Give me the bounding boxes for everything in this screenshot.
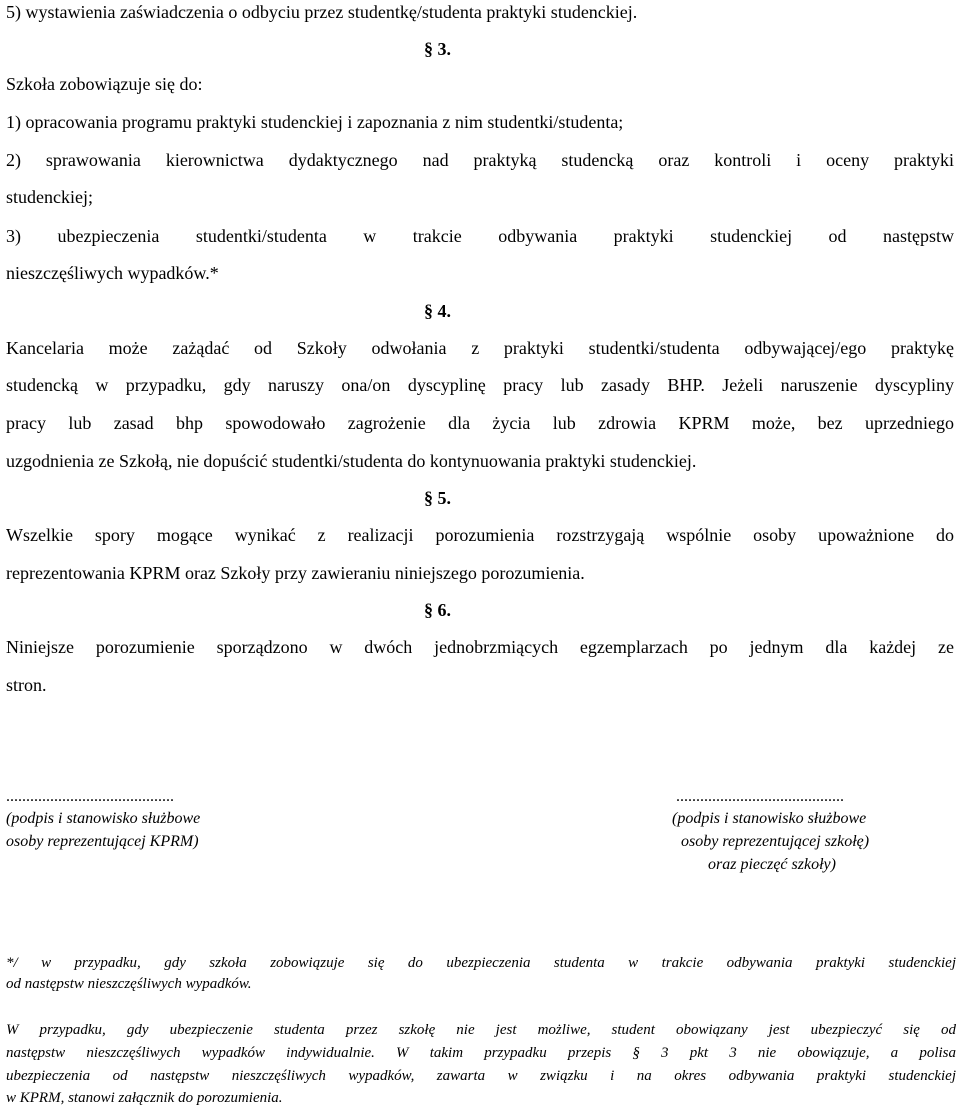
signature-line: .......................................... bbox=[676, 788, 844, 805]
section-3-item-3-line-1: 3) ubezpieczenia studentki/studenta w trakcie odbywania praktyki studenckiej od następstw bbox=[6, 226, 954, 246]
signature-caption-line-1: (podpis i stanowisko służbowe bbox=[672, 810, 867, 827]
footnote-p2-line-2: następstw nieszczęśliwych wypadków indywidualnie. W takim przypadku przepis § 3 pkt 3 nie obowiązuje, a polisa bbox=[6, 1045, 956, 1061]
footnote-p2-line-1: W przypadku, gdy ubezpieczenie studenta przez szkołę nie jest możliwe, student obowiązany jest ubezpieczyć się od bbox=[6, 1022, 956, 1038]
signature-line: .......................................... bbox=[6, 788, 174, 805]
footnote-line-1: */ w przypadku, gdy szkoła zobowiązuje się do ubezpieczenia studenta w trakcie odbywania praktyki studenckiej bbox=[6, 955, 956, 971]
section-3-item-1: 1) opracowania programu praktyki studenckiej i zapoznania z nim studentki/studenta; bbox=[6, 112, 624, 132]
section-4-line-3: pracy lub zasad bhp spowodowało zagrożenie dla życia lub zdrowia KPRM może, bez uprzedniego bbox=[6, 413, 954, 433]
section-6-line-1: Niniejsze porozumienie sporządzono w dwóch jednobrzmiących egzemplarzach po jednym dla każdej ze bbox=[6, 637, 954, 657]
signature-caption-line-1: (podpis i stanowisko służbowe bbox=[6, 810, 201, 827]
signature-caption-line-2: osoby reprezentującej szkołę) bbox=[681, 833, 870, 850]
section-3-item-2-line-2: studenckiej; bbox=[6, 187, 93, 207]
section-5-heading: § 5. bbox=[424, 488, 451, 508]
section-3-heading: § 3. bbox=[424, 39, 451, 59]
section-4-line-4: uzgodnienia ze Szkołą, nie dopuścić studentki/studenta do kontynuowania praktyki studenckiej. bbox=[6, 451, 697, 471]
section-6-heading: § 6. bbox=[424, 600, 451, 620]
section-5-line-1: Wszelkie spory mogące wynikać z realizacji porozumienia rozstrzygają wspólnie osoby upoważnione do bbox=[6, 525, 954, 545]
footnote-line-2: od następstw nieszczęśliwych wypadków. bbox=[6, 976, 252, 992]
section-3-intro: Szkoła zobowiązuje się do: bbox=[6, 74, 203, 94]
item-5-text: 5) wystawienia zaświadczenia o odbyciu przez studentkę/studenta praktyki studenckiej. bbox=[6, 2, 638, 22]
footnote-p2-line-3: ubezpieczenia od następstw nieszczęśliwych wypadków, zawarta w związku i na okres odbywania praktyki studenckiej bbox=[6, 1068, 956, 1084]
signature-caption-line-3: oraz pieczęć szkoły) bbox=[708, 856, 836, 873]
section-3-item-2-line-1: 2) sprawowania kierownictwa dydaktycznego nad praktyką studencką oraz kontroli i oceny praktyki bbox=[6, 150, 954, 170]
section-4-line-1: Kancelaria może zażądać od Szkoły odwołania z praktyki studentki/studenta odbywającej/ego praktykę bbox=[6, 338, 954, 358]
section-4-heading: § 4. bbox=[424, 301, 451, 321]
signature-caption-line-2: osoby reprezentującej KPRM) bbox=[6, 833, 199, 850]
section-6-line-2: stron. bbox=[6, 675, 47, 695]
section-5-line-2: reprezentowania KPRM oraz Szkoły przy zawieraniu niniejszego porozumienia. bbox=[6, 563, 585, 583]
section-3-item-3-line-2: nieszczęśliwych wypadków.* bbox=[6, 263, 219, 283]
footnote-p2-line-4: w KPRM, stanowi załącznik do porozumienia. bbox=[6, 1090, 283, 1106]
section-4-line-2: studencką w przypadku, gdy naruszy ona/on dyscyplinę pracy lub zasady BHP. Jeżeli naruszenie dyscypliny bbox=[6, 375, 954, 395]
